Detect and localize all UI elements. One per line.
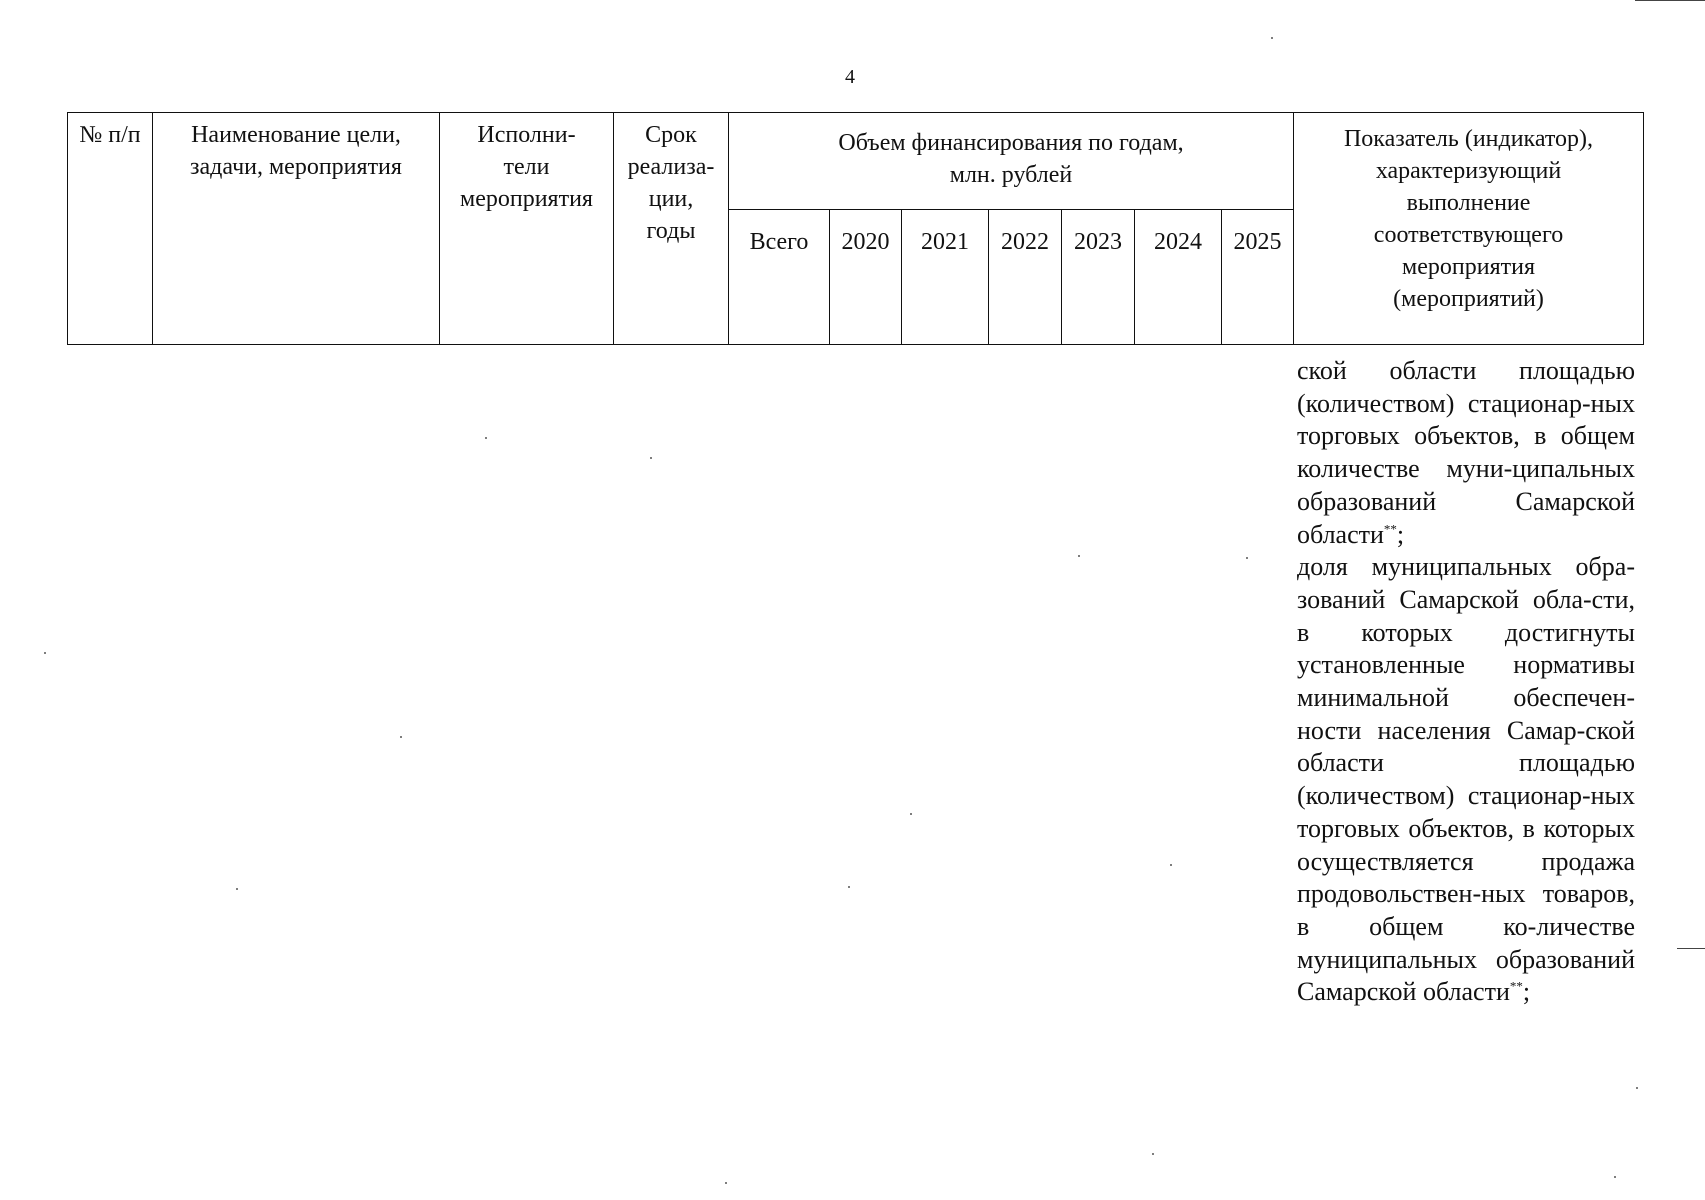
page-number: 4 <box>845 66 855 88</box>
scan-speck <box>725 1182 727 1184</box>
header-year-2021: 2021 <box>902 210 989 345</box>
program-header-table <box>67 112 1644 345</box>
indicator-paragraph-1-end: ; <box>1396 519 1405 549</box>
header-year-2020: 2020 <box>830 210 902 345</box>
scan-speck <box>848 886 850 888</box>
header-term: Срок реализа- ции, годы <box>614 113 729 345</box>
indicator-paragraph-2-end: ; <box>1522 977 1531 1007</box>
header-num: № п/п <box>68 113 153 345</box>
scan-speck <box>1152 1153 1154 1155</box>
scan-speck <box>1636 1087 1638 1089</box>
scan-speck <box>485 437 487 439</box>
indicator-paragraph-2 <box>1297 551 1635 1009</box>
scan-speck <box>1271 37 1273 39</box>
scan-speck <box>236 888 238 890</box>
indicator-paragraph-1-footnote-mark: ** <box>1383 520 1397 536</box>
header-name: Наименование цели, задачи, мероприятия <box>153 113 440 345</box>
header-year-2024: 2024 <box>1135 210 1222 345</box>
scan-speck <box>1246 557 1248 559</box>
scan-speck <box>400 736 402 738</box>
scan-speck <box>1170 864 1172 866</box>
indicator-continuation-text <box>1297 355 1635 1009</box>
scan-speck <box>910 813 912 815</box>
scan-speck <box>44 652 46 654</box>
header-total: Всего <box>729 210 830 345</box>
indicator-paragraph-2-footnote-mark: ** <box>1509 978 1523 994</box>
scan-speck <box>1614 1176 1616 1178</box>
header-year-2022: 2022 <box>989 210 1062 345</box>
scan-speck <box>650 457 652 459</box>
scan-speck <box>1078 555 1080 557</box>
header-indicator: Показатель (индикатор), характеризующий выполнение соответствующего мероприятия (мероприятий) <box>1294 113 1644 345</box>
indicator-paragraph-2-text: доля муниципальных обра-зований Самарской обла-сти, в которых достигнуты установленные нормативы минимальной обеспечен-ности населения Самар-ской области площадью (количеством) стационар-ных торговых объектов, в которых осуществляется продажа продовольствен-ных товаров, в общем ко-личестве муниципальных образований Самарской области <box>1297 552 1635 1007</box>
header-year-2023: 2023 <box>1062 210 1135 345</box>
edge-scan-mark <box>1677 948 1705 949</box>
header-funding: Объем финансирования по годам, млн. рублей <box>729 113 1294 210</box>
header-executors: Исполни- тели мероприятия <box>440 113 614 345</box>
corner-scan-line <box>1635 0 1705 1</box>
indicator-paragraph-1-text: ской области площадью (количеством) стационар-ных торговых объектов, в общем количестве муни-ципальных образований Самарской области <box>1297 356 1635 549</box>
header-year-2025: 2025 <box>1222 210 1294 345</box>
indicator-paragraph-1 <box>1297 355 1635 551</box>
